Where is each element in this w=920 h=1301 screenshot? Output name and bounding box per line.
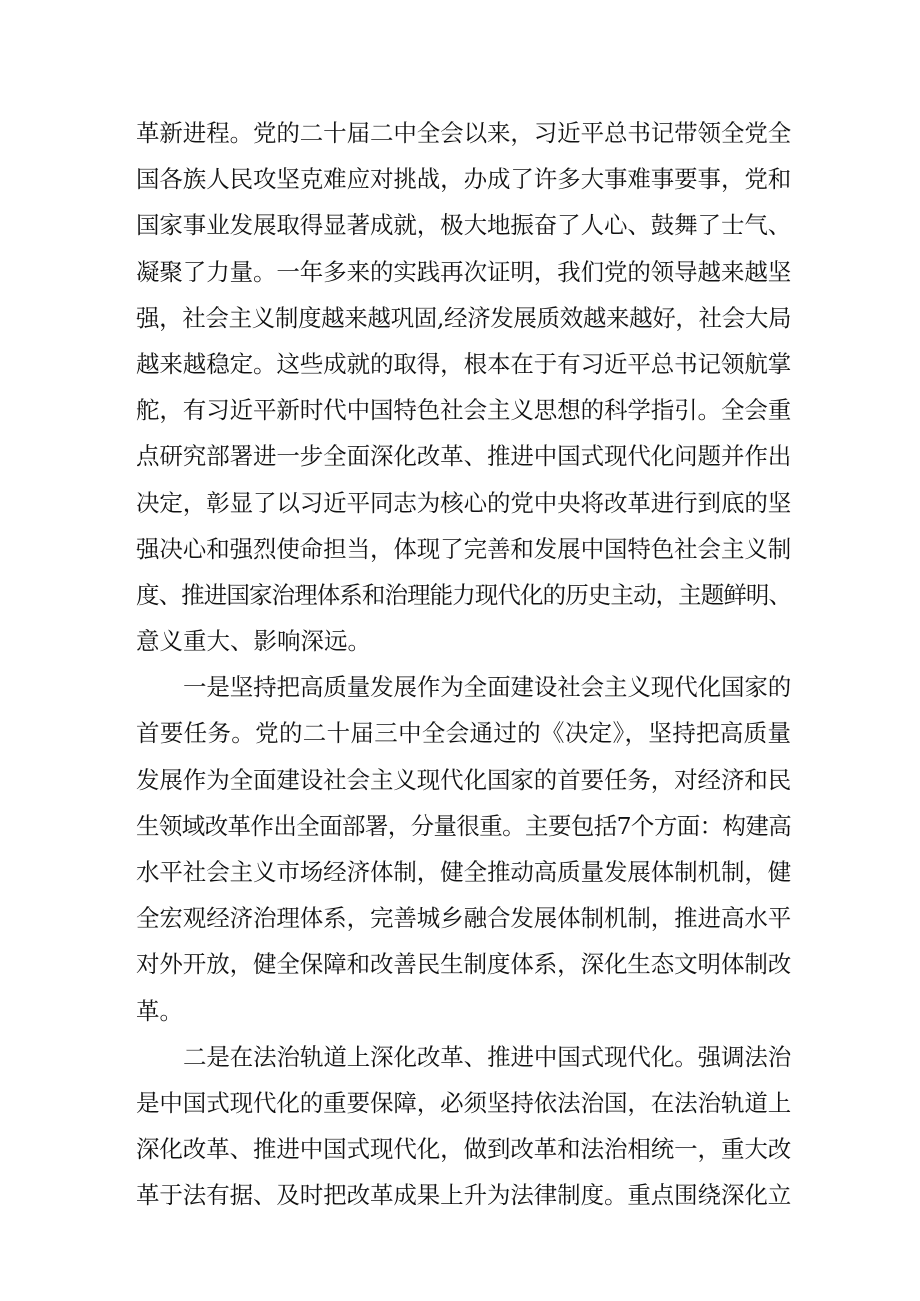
text-line-indented: 二是在法治轨道上深化改革、推进中国式现代化。强调法治	[183, 1042, 791, 1071]
text-line: 生领域改革作出全面部署，分量很重。主要包括7个方面：构建高	[136, 811, 791, 840]
text-line: 对外开放，健全保障和改善民生制度体系，深化生态文明体制改	[136, 950, 791, 979]
text-line-indented: 一是坚持把高质量发展作为全面建设社会主义现代化国家的	[183, 673, 791, 702]
text-line: 革于法有据、及时把改革成果上升为法律制度。重点围绕深化立	[136, 1181, 791, 1210]
text-line: 全宏观经济治理体系，完善城乡融合发展体制机制，推进高水平	[136, 904, 791, 933]
text-line: 点研究部署进一步全面深化改革、推进中国式现代化问题并作出	[136, 442, 791, 471]
text-line: 水平社会主义市场经济体制，健全推动高质量发展体制机制，健	[136, 858, 791, 886]
text-line: 发展作为全面建设社会主义现代化国家的首要任务，对经济和民	[136, 765, 791, 794]
text-line: 度、推进国家治理体系和治理能力现代化的历史主动，主题鲜明、	[136, 580, 791, 609]
text-line: 深化改革、推进中国式现代化，做到改革和法治相统一，重大改	[136, 1135, 791, 1164]
text-line: 是中国式现代化的重要保障，必须坚持依法治国，在法治轨道上	[136, 1088, 791, 1117]
paragraph-1	[136, 110, 791, 664]
text-line: 国各族人民攻坚克难应对挑战，办成了许多大事难事要事，党和	[136, 165, 791, 194]
text-line: 决定，彰显了以习近平同志为核心的党中央将改革进行到底的坚	[136, 488, 791, 517]
text-line: 强决心和强烈使命担当，体现了完善和发展中国特色社会主义制	[136, 534, 791, 563]
text-line: 首要任务。党的二十届三中全会通过的《决定》，坚持把高质量	[136, 719, 791, 748]
text-line: 凝聚了力量。一年多来的实践再次证明，我们党的领导越来越坚	[136, 257, 791, 286]
text-line: 强，社会主义制度越来越巩固,经济发展质效越来越好，社会大局	[136, 303, 791, 332]
paragraph-3	[136, 1034, 791, 1219]
text-line: 革新进程。党的二十届二中全会以来，习近平总书记带领全党全	[136, 119, 791, 147]
text-line: 舵，有习近平新时代中国特色社会主义思想的科学指引。全会重	[136, 396, 791, 425]
text-line: 越来越稳定。这些成就的取得，根本在于有习近平总书记领航掌	[136, 349, 791, 378]
document-body	[136, 110, 791, 1219]
text-line: 革。	[136, 996, 183, 1025]
text-line: 意义重大、影响深远。	[136, 627, 371, 656]
paragraph-2	[136, 664, 791, 1034]
text-line: 国家事业发展取得显著成就，极大地振奋了人心、鼓舞了士气、	[136, 211, 791, 240]
